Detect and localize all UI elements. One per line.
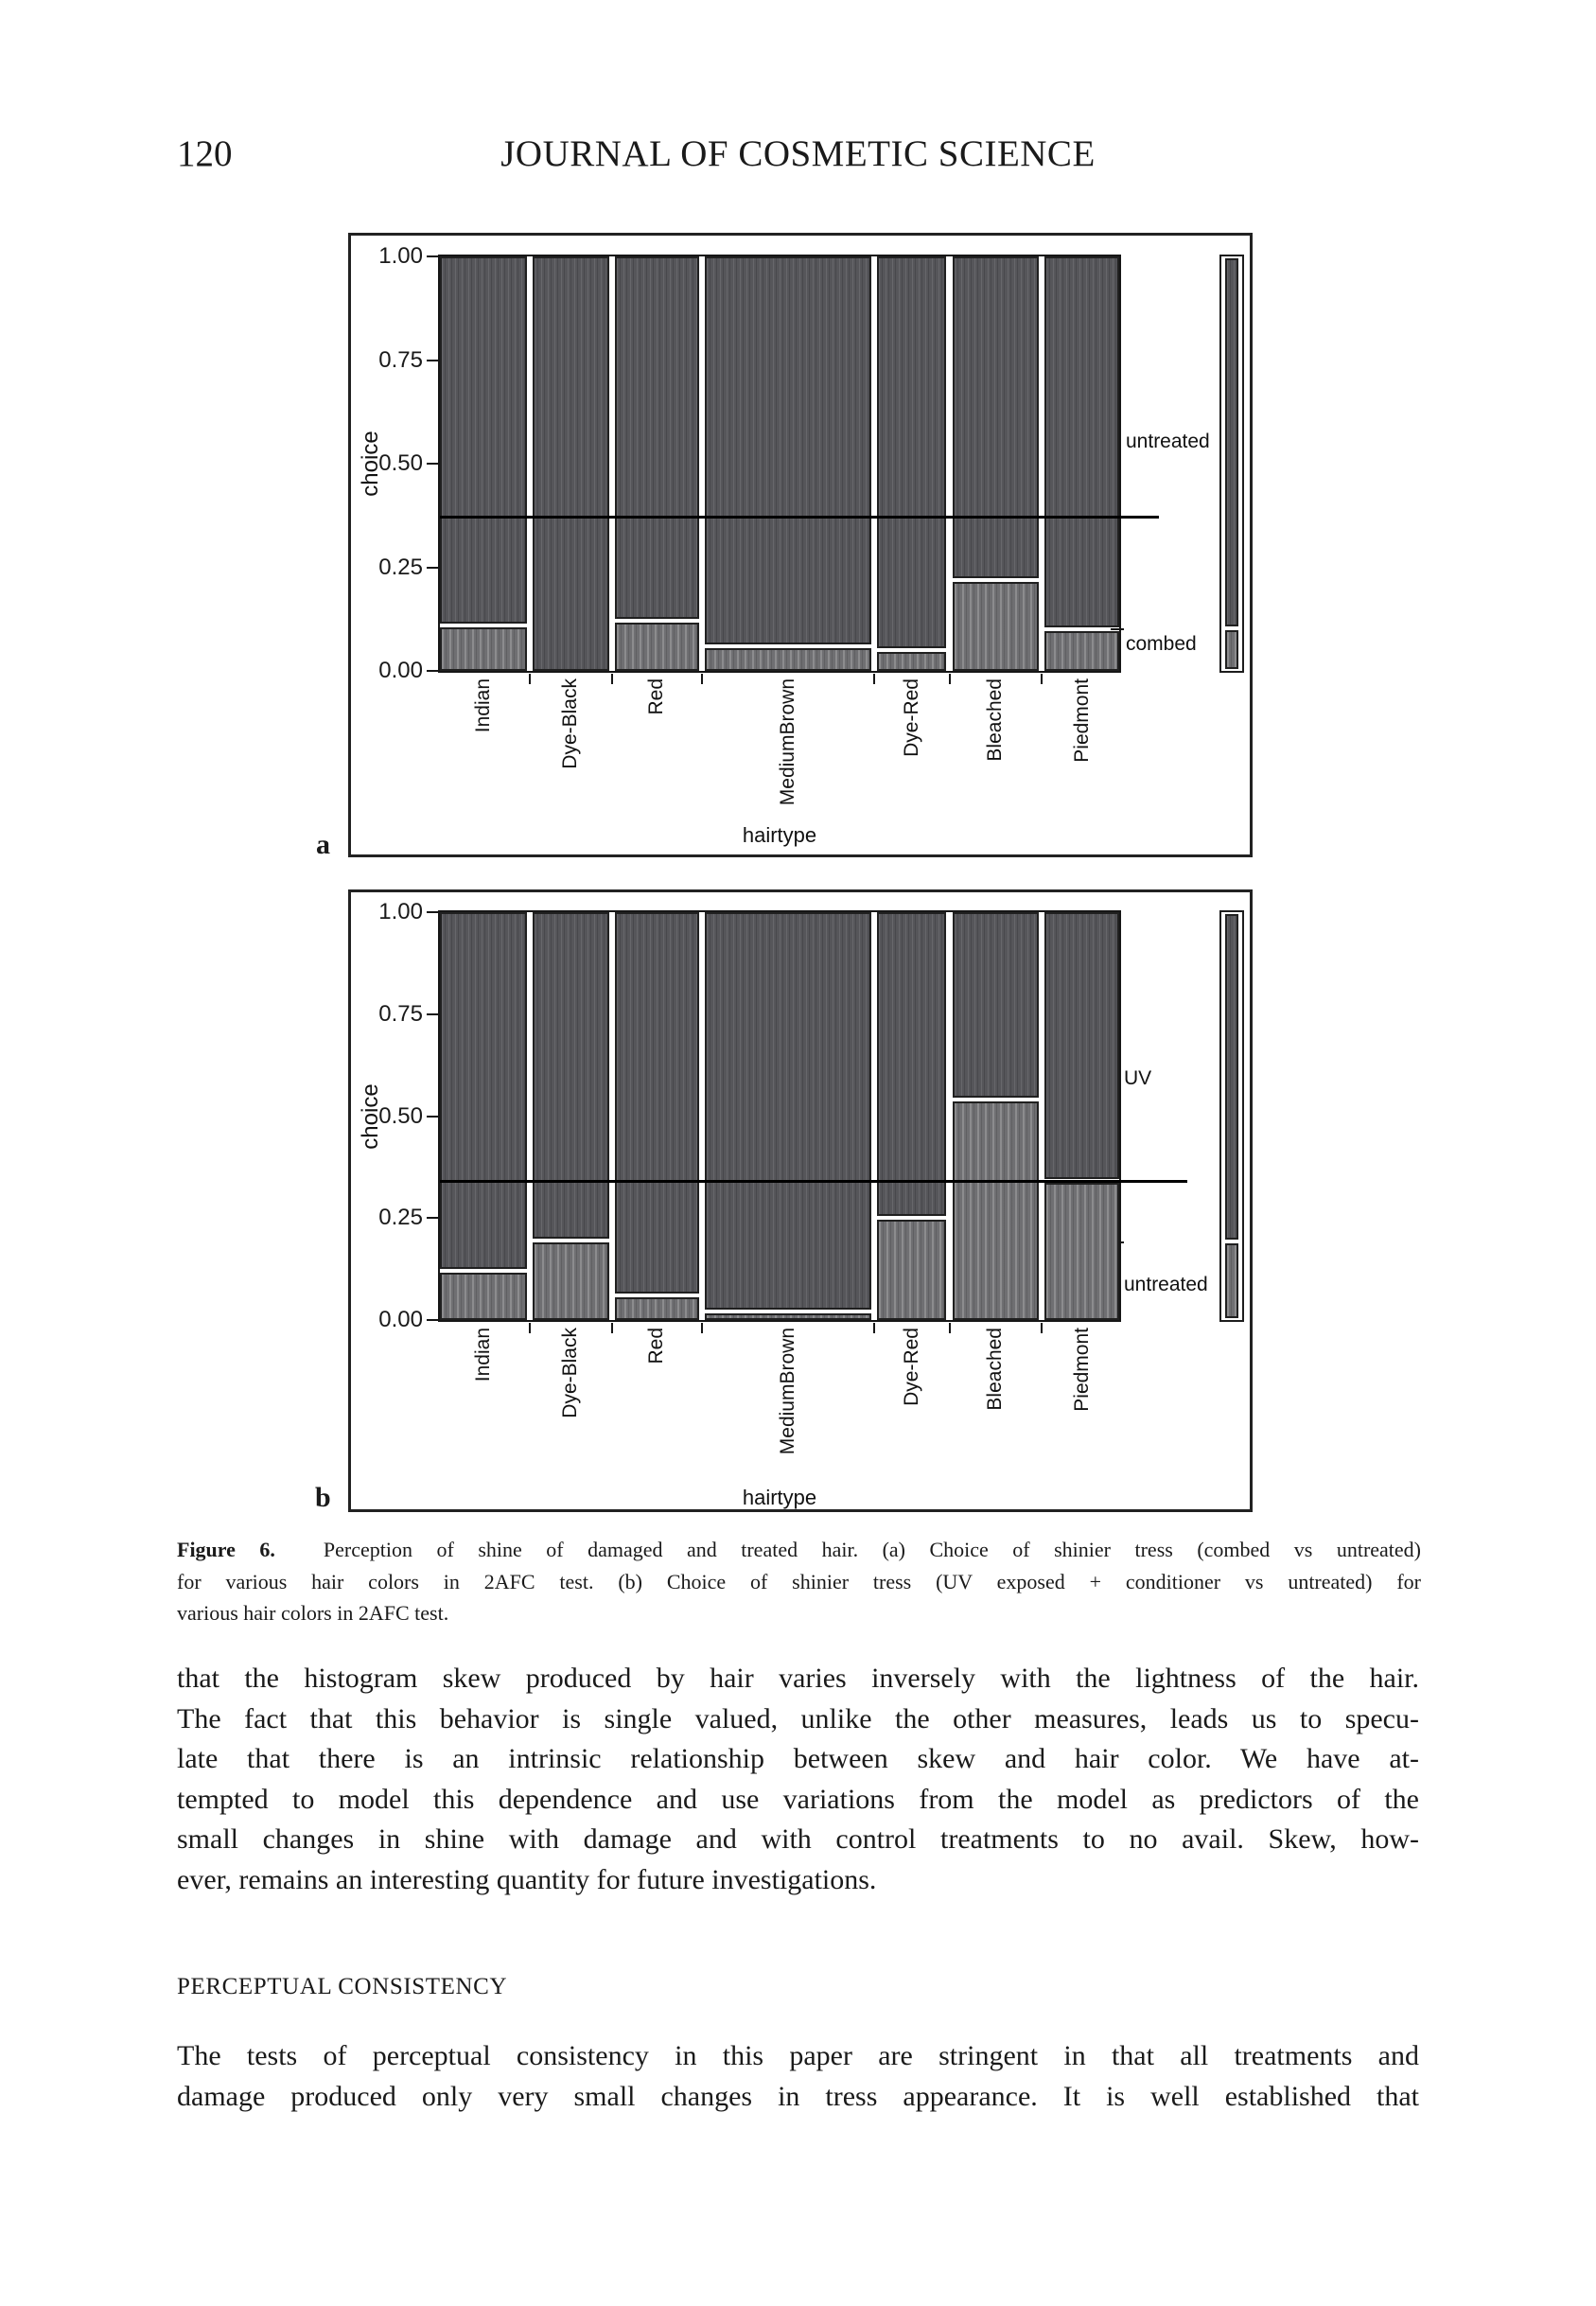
y-axis-title: choice [358, 1083, 383, 1150]
bar-segment-untreated [533, 256, 609, 671]
ytick-mark [427, 1319, 439, 1321]
legend-split-tick [1111, 628, 1124, 630]
ytick-mark [427, 1217, 439, 1219]
category-label: Indian [471, 678, 494, 733]
section-heading: PERCEPTUAL CONSISTENCY [177, 1974, 508, 1999]
category-label: Piedmont [1070, 1328, 1093, 1412]
ytick-mark [427, 670, 439, 672]
bar-segment-untreated [705, 256, 871, 644]
bar-segment-UV [1044, 912, 1119, 1179]
segment-label-bottom: untreated [1124, 1274, 1208, 1295]
ytick-mark [427, 360, 439, 361]
bar-segment-untreated [877, 1220, 947, 1320]
xtick-mark [873, 1323, 875, 1333]
bar-segment-UV [615, 912, 700, 1294]
bar-segment-UV [705, 912, 871, 1310]
ytick-mark [427, 463, 439, 465]
category-label: Bleached [984, 1328, 1007, 1411]
text-line: tempted to model this dependence and use variations from the model as predictors of the [177, 1783, 1419, 1815]
category-label: Dye-Black [559, 1328, 582, 1418]
bar-segment-untreated [953, 1101, 1040, 1320]
ytick-label: 0.75 [378, 1000, 423, 1027]
text-line: that the histogram skew produced by hair varies inversely with the lightness of the hair. [177, 1663, 1419, 1694]
bar-segment-untreated [877, 256, 947, 648]
bar-segment-UV [533, 912, 609, 1239]
bar-segment-combed [440, 627, 527, 671]
ytick-label: 1.00 [378, 243, 423, 269]
journal-title: JOURNAL OF COSMETIC SCIENCE [500, 133, 1096, 174]
panel-letter: b [315, 1482, 331, 1513]
legend-segment-combed [1225, 630, 1238, 669]
body-paragraph-1 [177, 1659, 1419, 1900]
bar-segment-UV [877, 912, 947, 1216]
category-label: MediumBrown [777, 678, 799, 806]
figure-caption [177, 1534, 1421, 1629]
text-line: damage produced only very small changes in tress appearance. It is well established that [177, 2080, 1419, 2112]
text-line: late that there is an intrinsic relationship between skew and hair color. We have at- [177, 1743, 1419, 1774]
caption-text: Perception of shine of damaged and treated hair. (a) Choice of shinier tress (combed vs untreated) [323, 1538, 1422, 1561]
bar-segment-untreated [953, 256, 1040, 578]
text-line: small changes in shine with damage and with control treatments to no avail. Skew, how- [177, 1823, 1419, 1855]
bar-segment-untreated [615, 1297, 700, 1320]
ytick-mark [427, 567, 439, 569]
category-label: Bleached [984, 678, 1007, 762]
xtick-mark [611, 674, 613, 684]
ytick-label: 0.25 [378, 1205, 423, 1231]
ytick-mark [427, 1013, 439, 1015]
reference-line [440, 1180, 1187, 1183]
category-label: Dye-Red [900, 678, 922, 757]
xtick-mark [873, 674, 875, 684]
category-label: Indian [471, 1328, 494, 1382]
page-number: 120 [177, 133, 233, 174]
ytick-label: 0.00 [378, 1307, 423, 1332]
bar-segment-combed [877, 652, 947, 671]
caption-line: for various hair colors in 2AFC test. (b) Choice of shinier tress (UV exposed + conditioner vs untreated) for [177, 1569, 1421, 1593]
bar-segment-combed [705, 648, 871, 671]
category-label: Dye-Black [559, 678, 582, 769]
text-line: ever, remains an interesting quantity for future investigations. [177, 1863, 877, 1895]
x-axis-title: hairtype [742, 1486, 817, 1509]
xtick-mark [701, 1323, 703, 1333]
xtick-mark [1041, 674, 1043, 684]
legend-segment-untreated [1225, 1243, 1238, 1318]
segment-label-bottom: combed [1126, 633, 1197, 655]
bar-segment-combed [615, 623, 700, 671]
category-label: MediumBrown [777, 1328, 799, 1455]
y-axis-title: choice [358, 431, 383, 497]
xtick-mark [949, 1323, 951, 1333]
bar-segment-combed [1044, 631, 1119, 671]
text-line: The fact that this behavior is single valued, unlike the other measures, leads us to specu- [177, 1702, 1419, 1734]
bar-segment-untreated [440, 256, 527, 624]
ytick-label: 0.00 [378, 658, 423, 683]
ytick-mark [427, 1116, 439, 1118]
xtick-mark [529, 1323, 531, 1333]
xtick-mark [1041, 1323, 1043, 1333]
bar-segment-untreated [1044, 256, 1119, 627]
category-label: Piedmont [1070, 678, 1093, 763]
category-label: Dye-Red [900, 1328, 922, 1406]
ytick-label: 0.50 [378, 1102, 423, 1129]
panel-letter: a [316, 829, 330, 860]
bar-segment-untreated [615, 256, 700, 619]
category-label: Red [645, 678, 668, 715]
reference-line [440, 516, 1159, 519]
xtick-mark [529, 674, 531, 684]
xtick-mark [949, 674, 951, 684]
bar-segment-combed [953, 582, 1040, 671]
ytick-mark [427, 255, 439, 257]
caption-line: various hair colors in 2AFC test. [177, 1601, 449, 1625]
xtick-mark [701, 674, 703, 684]
caption-line [177, 1534, 1421, 1566]
xtick-mark [611, 1323, 613, 1333]
bar-segment-UV [953, 912, 1040, 1098]
segment-label-top: untreated [1126, 431, 1210, 452]
body-paragraph-2 [177, 2036, 1419, 2117]
ytick-label: 1.00 [378, 899, 423, 924]
legend-segment-untreated [1225, 258, 1238, 626]
x-axis-title: hairtype [742, 823, 817, 847]
category-label: Red [645, 1328, 668, 1364]
caption-label: Figure 6. [177, 1538, 275, 1561]
ytick-label: 0.50 [378, 450, 423, 476]
bar-segment-untreated [440, 1273, 527, 1320]
legend-segment-UV [1225, 914, 1238, 1240]
text-line: The tests of perceptual consistency in this paper are stringent in that all treatments and [177, 2040, 1419, 2071]
segment-label-top: UV [1124, 1067, 1152, 1089]
ytick-label: 0.25 [378, 554, 423, 580]
ytick-label: 0.75 [378, 346, 423, 373]
bar-segment-untreated [533, 1242, 609, 1320]
bar-segment-untreated [705, 1313, 871, 1320]
bar-segment-untreated [1044, 1183, 1119, 1320]
ytick-mark [427, 911, 439, 913]
bar-segment-UV [440, 912, 527, 1269]
